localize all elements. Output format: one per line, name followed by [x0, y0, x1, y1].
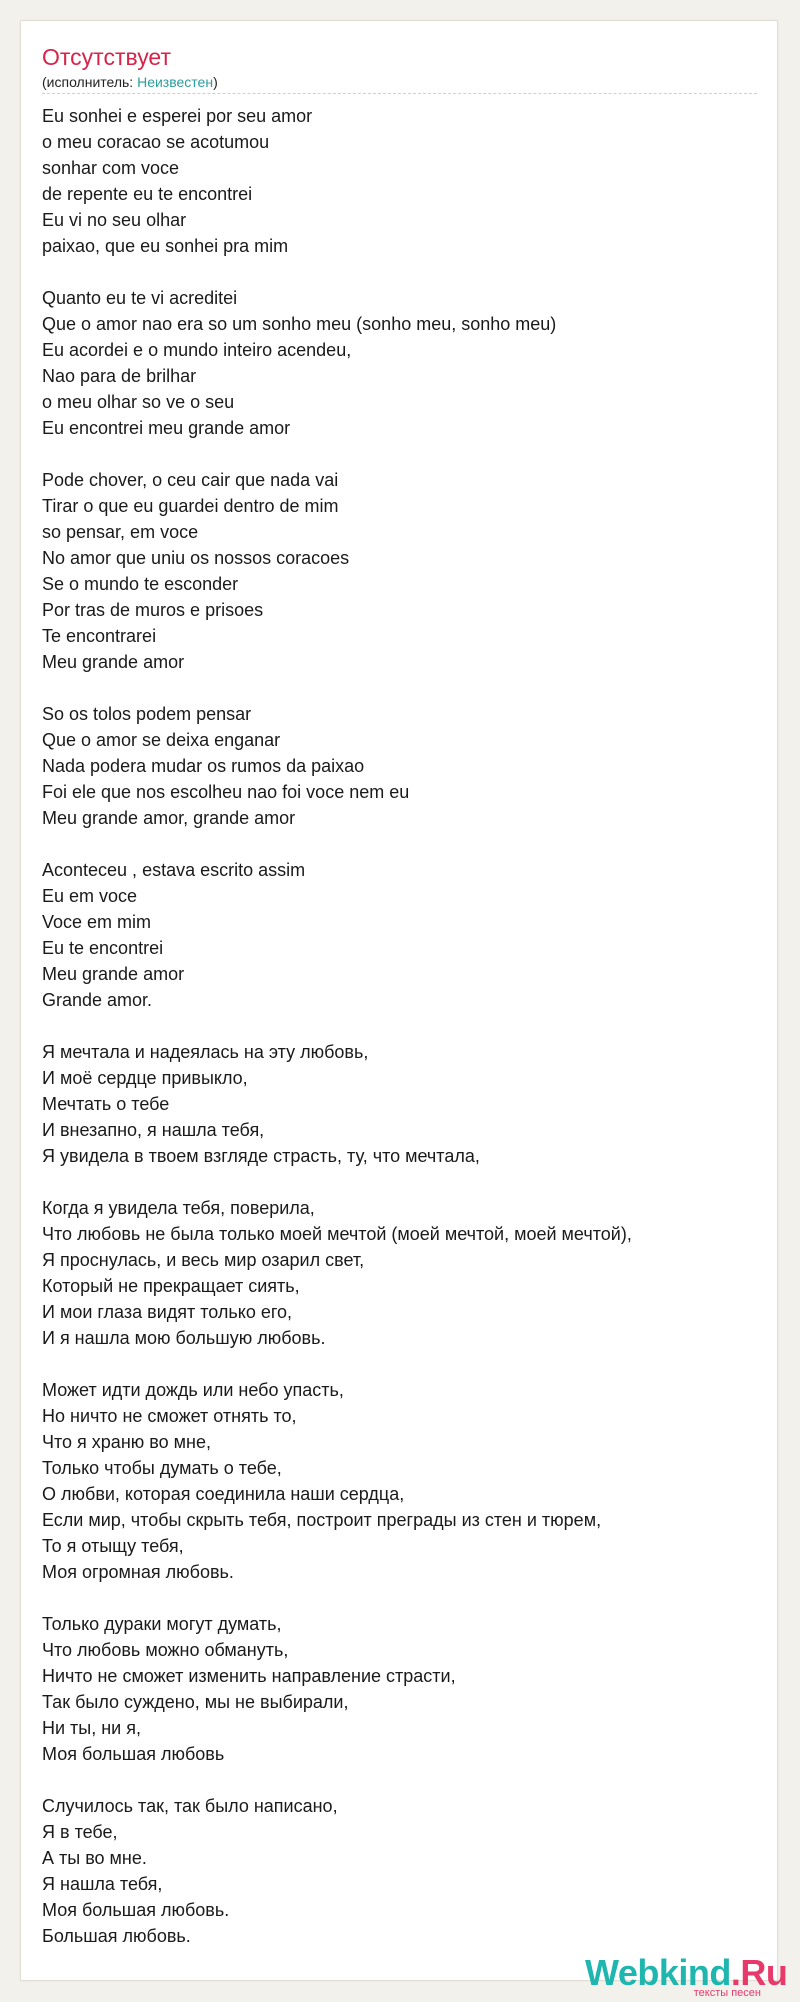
lyrics-line: Meu grande amor, grande amor [42, 808, 296, 828]
lyrics-line: Только чтобы думать о тебе, [42, 1458, 282, 1478]
lyrics-stanza [42, 1377, 752, 1585]
lyrics-line: Случилось так, так было написано, [42, 1796, 338, 1816]
logo-name: Webkind [585, 1952, 731, 1993]
lyrics-line: Eu vi no seu olhar [42, 210, 187, 230]
lyrics-stanza [42, 103, 752, 259]
lyrics-line: sonhar com voce [42, 158, 180, 178]
lyrics-line: Pode chover, o ceu cair que nada vai [42, 470, 339, 490]
lyrics-stanza [42, 1195, 752, 1351]
lyrics-stanza [42, 467, 752, 675]
lyrics-stanza [42, 1039, 752, 1169]
lyrics-stanza [42, 857, 752, 1013]
lyrics-line: Что любовь можно обмануть, [42, 1640, 289, 1660]
lyrics-line: Так было суждено, мы не выбирали, [42, 1692, 349, 1712]
lyrics-line: Который не прекращает сиять, [42, 1276, 300, 1296]
lyrics-line: То я отыщу тебя, [42, 1536, 184, 1556]
lyrics-line: Aconteceu , estava escrito assim [42, 860, 306, 880]
lyrics-line: Что я храню во мне, [42, 1432, 211, 1452]
lyrics-line: Que o amor nao era so um sonho meu (sonho meu, sonho meu) [42, 314, 557, 334]
lyrics-line: Может идти дождь или небо упасть, [42, 1380, 344, 1400]
lyrics-line: Ни ты, ни я, [42, 1718, 141, 1738]
lyrics-line: Eu acordei e o mundo inteiro acendeu, [42, 340, 352, 360]
lyrics-line: so pensar, em voce [42, 522, 199, 542]
lyrics-line: Eu te encontrei [42, 938, 164, 958]
lyrics-line: Que o amor se deixa enganar [42, 730, 281, 750]
lyrics-line: o meu coracao se acotumou [42, 132, 270, 152]
lyrics-line: So os tolos podem pensar [42, 704, 252, 724]
lyrics-line: Только дураки могут думать, [42, 1614, 282, 1634]
lyrics-line: Eu sonhei e esperei por seu amor [42, 106, 313, 126]
lyrics-line: Моя большая любовь. [42, 1900, 230, 1920]
lyrics-line: Por tras de muros e prisoes [42, 600, 264, 620]
artist-link[interactable]: Неизвестен [137, 74, 214, 90]
lyrics-line: И я нашла мою большую любовь. [42, 1328, 326, 1348]
song-title: Отсутствует [42, 44, 171, 70]
lyrics-stanza [42, 1611, 752, 1767]
lyrics-line: Quanto eu te vi acreditei [42, 288, 238, 308]
webkind-logo[interactable] [585, 1952, 788, 1999]
lyrics-line: Когда я увидела тебя, поверила, [42, 1198, 315, 1218]
lyrics-line: Te encontrarei [42, 626, 157, 646]
lyrics-line: Но ничто не сможет отнять то, [42, 1406, 297, 1426]
lyrics-line: Я проснулась, и весь мир озарил свет, [42, 1250, 365, 1270]
lyrics-line: Я нашла тебя, [42, 1874, 163, 1894]
lyrics-stanza [42, 285, 752, 441]
logo-tagline: тексты песен [693, 1987, 761, 1999]
byline-prefix: (исполнитель: [42, 74, 138, 90]
lyrics-line: А ты во мне. [42, 1848, 147, 1868]
lyrics-line: paixao, que eu sonhei pra mim [42, 236, 289, 256]
lyrics-line: de repente eu te encontrei [42, 184, 253, 204]
lyrics-line: Grande amor. [42, 990, 153, 1010]
lyrics-line: Se o mundo te esconder [42, 574, 239, 594]
lyrics-line: Meu grande amor [42, 964, 185, 984]
lyrics-stanza [42, 1793, 752, 1949]
lyrics-body [42, 103, 752, 1975]
lyrics-line: Моя огромная любовь. [42, 1562, 234, 1582]
lyrics-line: Eu em voce [42, 886, 138, 906]
lyrics-line: Meu grande amor [42, 652, 185, 672]
lyrics-stanza [42, 701, 752, 831]
lyrics-line: Nada podera mudar os rumos da paixao [42, 756, 365, 776]
byline-suffix: ) [213, 74, 218, 90]
lyrics-line: Моя большая любовь [42, 1744, 225, 1764]
lyrics-line: И мои глаза видят только его, [42, 1302, 293, 1322]
lyrics-line: Eu encontrei meu grande amor [42, 418, 291, 438]
lyrics-line: Если мир, чтобы скрыть тебя, построит преграды из стен и тюрем, [42, 1510, 602, 1530]
lyrics-line: Я увидела в твоем взгляде страсть, ту, что мечтала, [42, 1146, 480, 1166]
lyrics-line: Я мечтала и надеялась на эту любовь, [42, 1042, 369, 1062]
lyrics-line: Nao para de brilhar [42, 366, 197, 386]
lyrics-line: И моё сердце привыкло, [42, 1068, 248, 1088]
lyrics-line: О любви, которая соединила наши сердца, [42, 1484, 405, 1504]
lyrics-line: Ничто не сможет изменить направление страсти, [42, 1666, 456, 1686]
lyrics-line: И внезапно, я нашла тебя, [42, 1120, 265, 1140]
lyrics-line: Voce em mim [42, 912, 152, 932]
header-divider [42, 93, 757, 94]
lyrics-line: Tirar o que eu guardei dentro de mim [42, 496, 339, 516]
lyrics-line: Foi ele que nos escolheu nao foi voce nem eu [42, 782, 410, 802]
lyrics-line: Что любовь не была только моей мечтой (моей мечтой, моей мечтой), [42, 1224, 632, 1244]
artist-byline [42, 73, 218, 91]
lyrics-line: Большая любовь. [42, 1926, 191, 1946]
logo-tld: .Ru [730, 1952, 788, 1993]
lyrics-card [20, 20, 788, 1999]
lyrics-line: Мечтать о тебе [42, 1094, 170, 1114]
lyrics-line: o meu olhar so ve o seu [42, 392, 235, 412]
lyrics-line: Я в тебе, [42, 1822, 118, 1842]
lyrics-line: No amor que uniu os nossos coracoes [42, 548, 350, 568]
